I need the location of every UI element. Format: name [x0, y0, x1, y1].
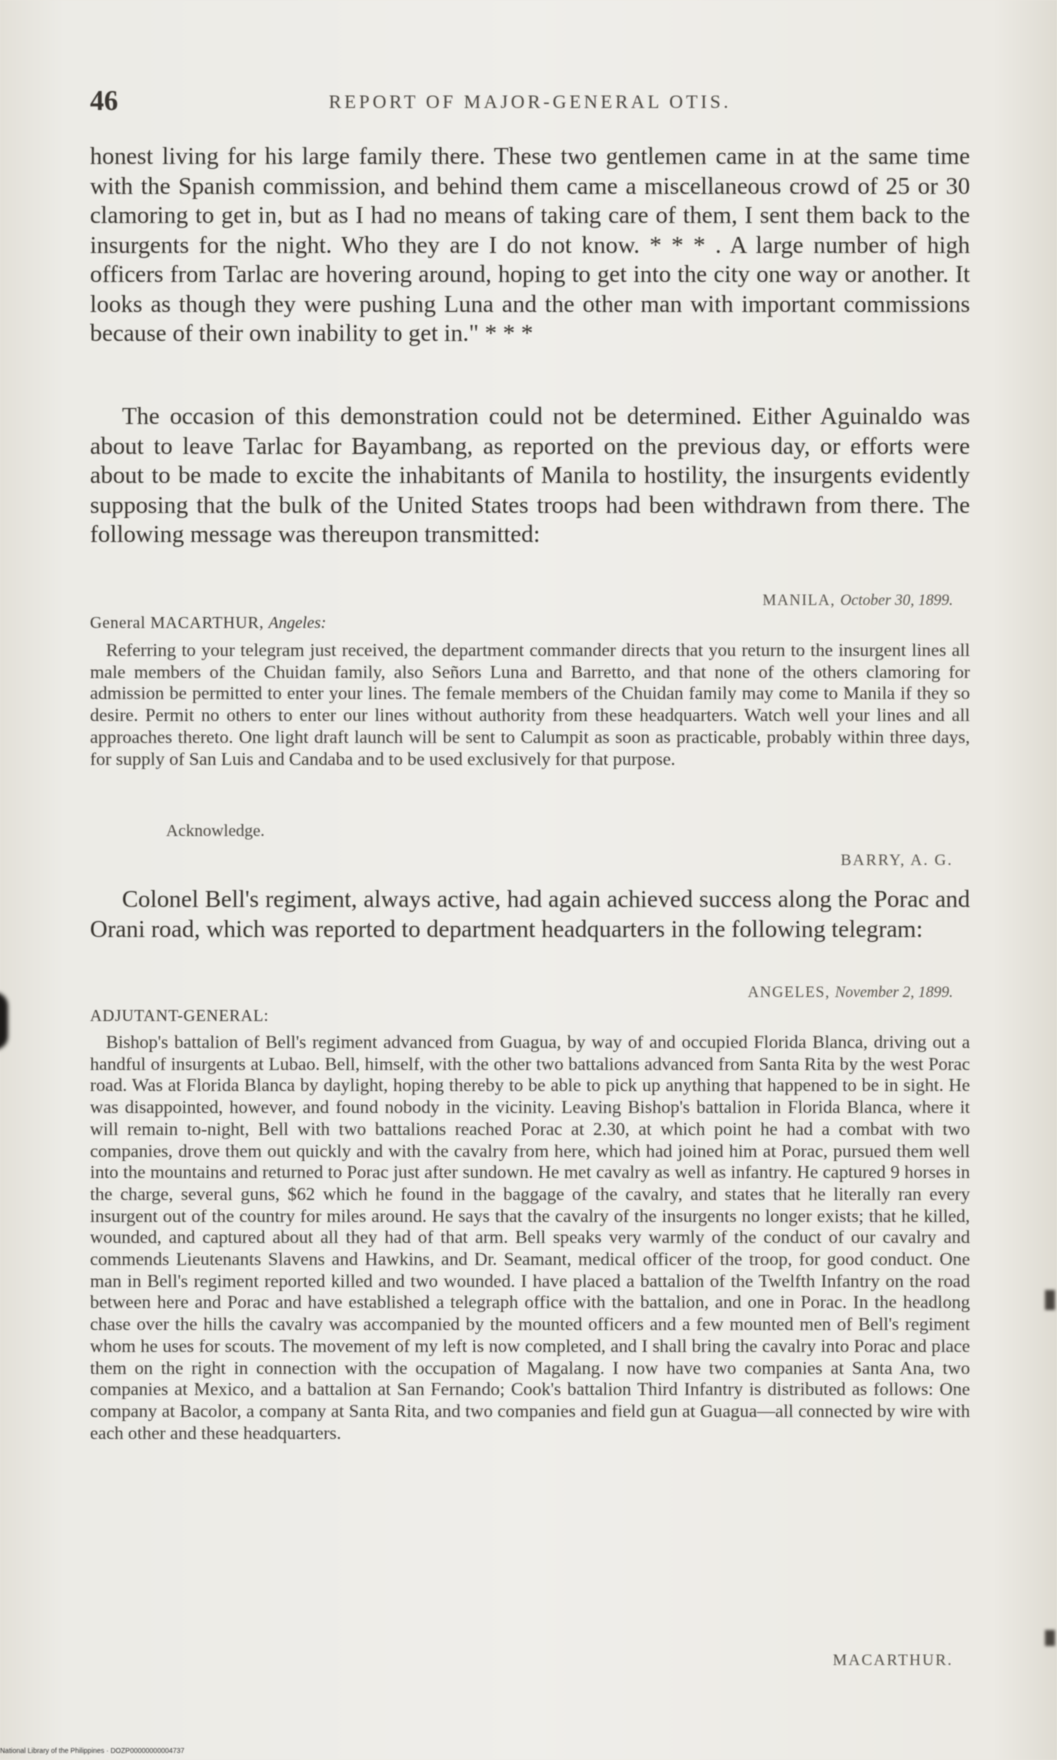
edge-mark: [1045, 1290, 1055, 1310]
telegram1-acknowledge: Acknowledge.: [166, 821, 265, 840]
telegram1-signature: BARRY, A. G.: [840, 852, 953, 869]
telegram1-dateline: [762, 592, 953, 610]
scan-footer: National Library of the Philippines · DOZP00000000004737: [0, 1748, 185, 1755]
page-number: 46: [90, 86, 118, 117]
binding-shadow: [0, 992, 8, 1050]
telegram2-addressee: ADJUTANT-GENERAL:: [90, 1006, 269, 1025]
telegram2-place: ANGELES,: [747, 984, 831, 1001]
page-header: [90, 86, 970, 120]
telegram2-date: November 2, 1899.: [835, 984, 953, 1001]
telegram1-addressee-place: Angeles:: [268, 613, 327, 632]
paragraph-bell-regiment: Colonel Bell's regiment, always active, had again achieved success along the Porac and Orani road, which was reported to department headquarters in the following telegram:: [90, 886, 970, 943]
telegram1-addressee: General MACARTHUR,: [90, 613, 264, 632]
telegram2-body: Bishop's battalion of Bell's regiment advanced from Guagua, by way of and occupied Florida Blanca, driving out a handful of insurgents at Lubao. Bell, himself, with the other two battalions advanced from Santa Rita by the west Porac road. Was at Florida Blanca by daylight, hoping thereby to be able to pick up anything that happened to be in sight. He was disappointed, however, and found nobody in the vicinity. Leaving Bishop's battalion in Florida Blanca, where it will remain to-night, Bell with two battalions reached Porac at 2.30, at which point he had a combat with two companies, drove them out quickly and with the cavalry from here, which had joined him at Porac, pursued them well into the mountains and returned to Porac just after sundown. He met cavalry as well as infantry. He captured 9 horses in the charge, several guns, $62 which he found in the baggage of the cavalry, and states that he literally ran every insurgent out of the country for miles around. He says that the cavalry of the insurgents no longer exists; that he killed, wounded, and captured about all they had of that arm. Bell speaks very warmly of the conduct of our cavalry and commends Lieutenants Slavens and Hawkins, and Dr. Seamant, medical officer of the troop, for good conduct. One man in Bell's regiment reported killed and two wounded. I have placed a battalion of the Twelfth Infantry on the road between here and Porac and have established a telegraph office with the battalion, and one in Porac. In the headlong chase over the hills the cavalry was accompanied by the mounted officers and a few mounted men of Bell's regiment whom he uses for scouts. The movement of my left is now completed, and I shall bring the cavalry into Porac and place them on the right in connection with the occupation of Magalang. I now have two companies at Santa Ana, two companies at Mexico, and a battalion at San Fernando; Cook's battalion Third Infantry is distributed as follows: One company at Bacolor, a company at Santa Rita, and two companies and field gun at Guagua—all connected by wire with each other and these headquarters.: [90, 1032, 970, 1443]
telegram1-date: October 30, 1899.: [840, 592, 953, 609]
telegram2-dateline: [748, 984, 953, 1002]
telegram1-place: MANILA,: [762, 592, 836, 609]
telegram2-signature: MACARTHUR.: [832, 1652, 953, 1669]
edge-mark: [1045, 1630, 1055, 1646]
paragraph-continued: honest living for his large family there. These two gentlemen came in at the same time with the Spanish commission, and behind them came a miscellaneous crowd of 25 or 30 clamoring to get in, but as I had no means of taking care of them, I sent them back to the insurgents for the night. Who they are I do not know. * * * . A large number of high officers from Tarlac are hovering around, hoping to get into the city one way or another. It looks as though they were pushing Luna and the other man with important commissions because of their own inability to get in." * * *: [90, 143, 970, 347]
telegram1-salutation: [90, 613, 326, 633]
running-title: REPORT OF MAJOR-GENERAL OTIS.: [328, 92, 732, 113]
telegram2-salutation: [90, 1006, 269, 1026]
paragraph-demonstration: The occasion of this demonstration could not be determined. Either Aguinaldo was about to leave Tarlac for Bayambang, as reported on the previous day, or efforts were about to be made to excite the inhabitants of Manila to hostility, the insurgents evidently supposing that the bulk of the United States troops had been withdrawn from there. The following message was thereupon transmitted:: [90, 403, 970, 548]
telegram1-body: Referring to your telegram just received, the department commander directs that you return to the insurgent lines all male members of the Chuidan family, also Señors Luna and Barretto, and that none of the others clamoring for admission be permitted to enter your lines. The female members of the Chuidan family may come to Manila if they so desire. Permit no others to enter our lines without authority from these headquarters. Watch well your lines and all approaches thereto. One light draft launch will be sent to Calumpit as soon as practicable, probably within three days, for supply of San Luis and Candaba and to be used exclusively for that purpose.: [90, 640, 970, 769]
